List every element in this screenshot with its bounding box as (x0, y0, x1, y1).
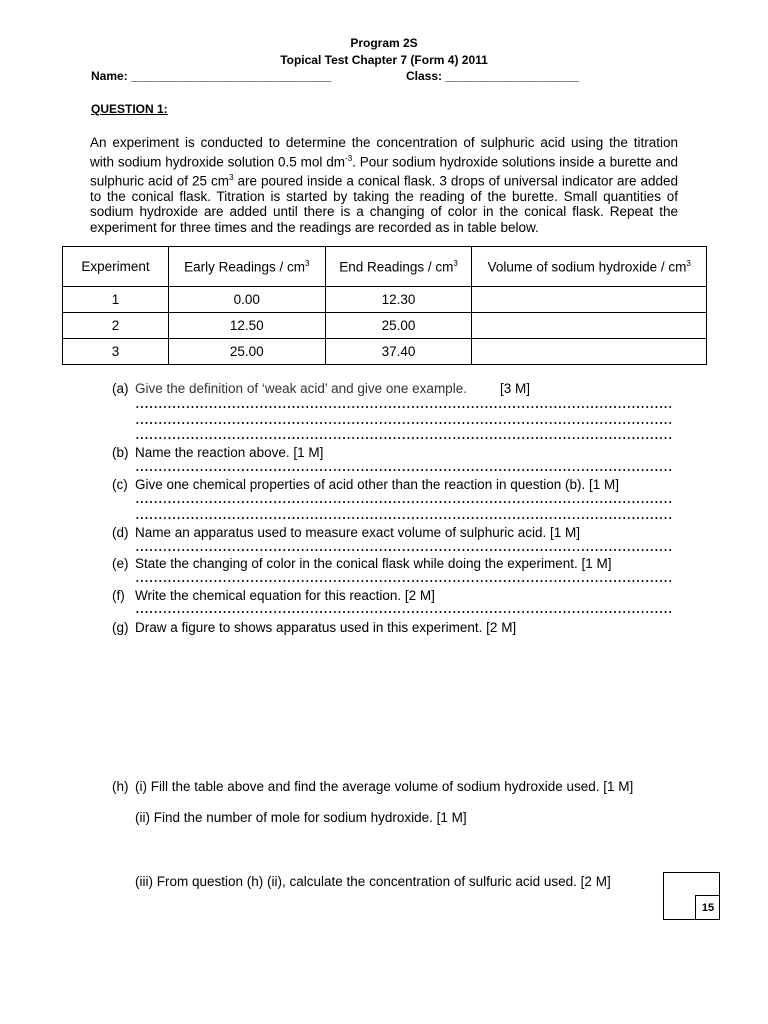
table-row (63, 339, 707, 365)
test-title: Topical Test Chapter 7 (Form 4) 2011 (280, 53, 488, 67)
answer-line[interactable] (135, 547, 673, 553)
table-header-row (63, 247, 707, 287)
question-h-iii-text: (iii) From question (h) (ii), calculate the concentration of sulfuric acid used. [2 M] (135, 874, 611, 889)
intro-text-1: An experiment is conducted to determine the concentration of sulphuric acid using the titration with sodium hydroxide solution 0.5 mol dm (90, 135, 678, 170)
question-a-label: (a) (112, 381, 129, 396)
question-f-label: (f) (112, 588, 125, 603)
question-g-label: (g) (112, 620, 129, 635)
cell-end: 12.30 (325, 287, 472, 313)
question-c-label: (c) (112, 477, 128, 492)
answer-line[interactable] (135, 499, 673, 505)
question-f-text: Write the chemical equation for this reaction. [2 M] (135, 588, 435, 603)
question-b-label: (b) (112, 445, 129, 460)
header-volume: Volume of sodium hydroxide / $cm^3$ (472, 247, 707, 287)
table-row (63, 313, 707, 339)
cell-experiment: 3 (63, 339, 169, 365)
cell-early: 25.00 (168, 339, 325, 365)
answer-line[interactable] (135, 435, 673, 441)
cell-early: 0.00 (168, 287, 325, 313)
intro-text-3: are poured inside a conical flask. 3 drops of universal indicator are added to the conical flask. Titration is started by taking the reading of the burette. Small quantities of sodium hydroxide are added until there is a changing of color in the conical flask. Repeat the experiment for three times and the readings are recorded as in table below. (90, 173, 678, 235)
cell-end: 37.40 (325, 339, 472, 365)
question-a-marks: [3 M] (500, 381, 531, 396)
intro-text-2: . Pour sodium hydroxide solutions inside a burette and sulphuric acid of 25 cm (90, 154, 678, 189)
cell-volume[interactable] (472, 339, 707, 365)
cell-early: 12.50 (168, 313, 325, 339)
question-title: QUESTION 1: (91, 102, 168, 116)
intro-sup-2: 3 (229, 172, 234, 182)
answer-line[interactable] (135, 609, 673, 615)
name-field: Name: ______________________________ (91, 69, 332, 83)
cell-experiment: 2 (63, 313, 169, 339)
header-end-readings: End Readings / $cm^3$ (325, 247, 472, 287)
cell-experiment: 1 (63, 287, 169, 313)
question-c-text: Give one chemical properties of acid other than the reaction in question (b). [1 M] (135, 477, 620, 492)
cell-volume[interactable] (472, 313, 707, 339)
intro-paragraph (90, 135, 678, 236)
answer-line[interactable] (135, 467, 673, 473)
question-h-i-text: (i) Fill the table above and find the average volume of sodium hydroxide used. [1 M] (135, 779, 634, 794)
answer-line[interactable] (135, 404, 673, 410)
question-a-text: Give the definition of ‘weak acid’ and give one example. (135, 381, 467, 396)
question-e-label: (e) (112, 556, 129, 571)
readings-table (62, 246, 707, 365)
question-e-text: State the changing of color in the conical flask while doing the experiment. [1 M] (135, 556, 612, 571)
score-total: 15 (695, 895, 720, 920)
answer-line[interactable] (135, 515, 673, 521)
header-experiment: Experiment (63, 247, 169, 287)
class-field: Class: ____________________ (406, 69, 579, 83)
table-row (63, 287, 707, 313)
answer-line[interactable] (135, 420, 673, 426)
question-d-label: (d) (112, 525, 129, 540)
intro-sup-1: -3 (345, 153, 353, 163)
answer-line[interactable] (135, 578, 673, 584)
question-h-ii-text: (ii) Find the number of mole for sodium hydroxide. [1 M] (135, 810, 467, 825)
cell-end: 25.00 (325, 313, 472, 339)
cell-volume[interactable] (472, 287, 707, 313)
header-early-readings: Early Readings / $cm^3$ (168, 247, 325, 287)
program-heading: Program 2S (350, 36, 418, 50)
question-d-text: Name an apparatus used to measure exact volume of sulphuric acid. [1 M] (135, 525, 580, 540)
question-h-label: (h) (112, 779, 129, 794)
drawing-area[interactable] (135, 640, 675, 770)
question-b-text: Name the reaction above. [1 M] (135, 445, 324, 460)
question-g-text: Draw a figure to shows apparatus used in this experiment. [2 M] (135, 620, 517, 635)
